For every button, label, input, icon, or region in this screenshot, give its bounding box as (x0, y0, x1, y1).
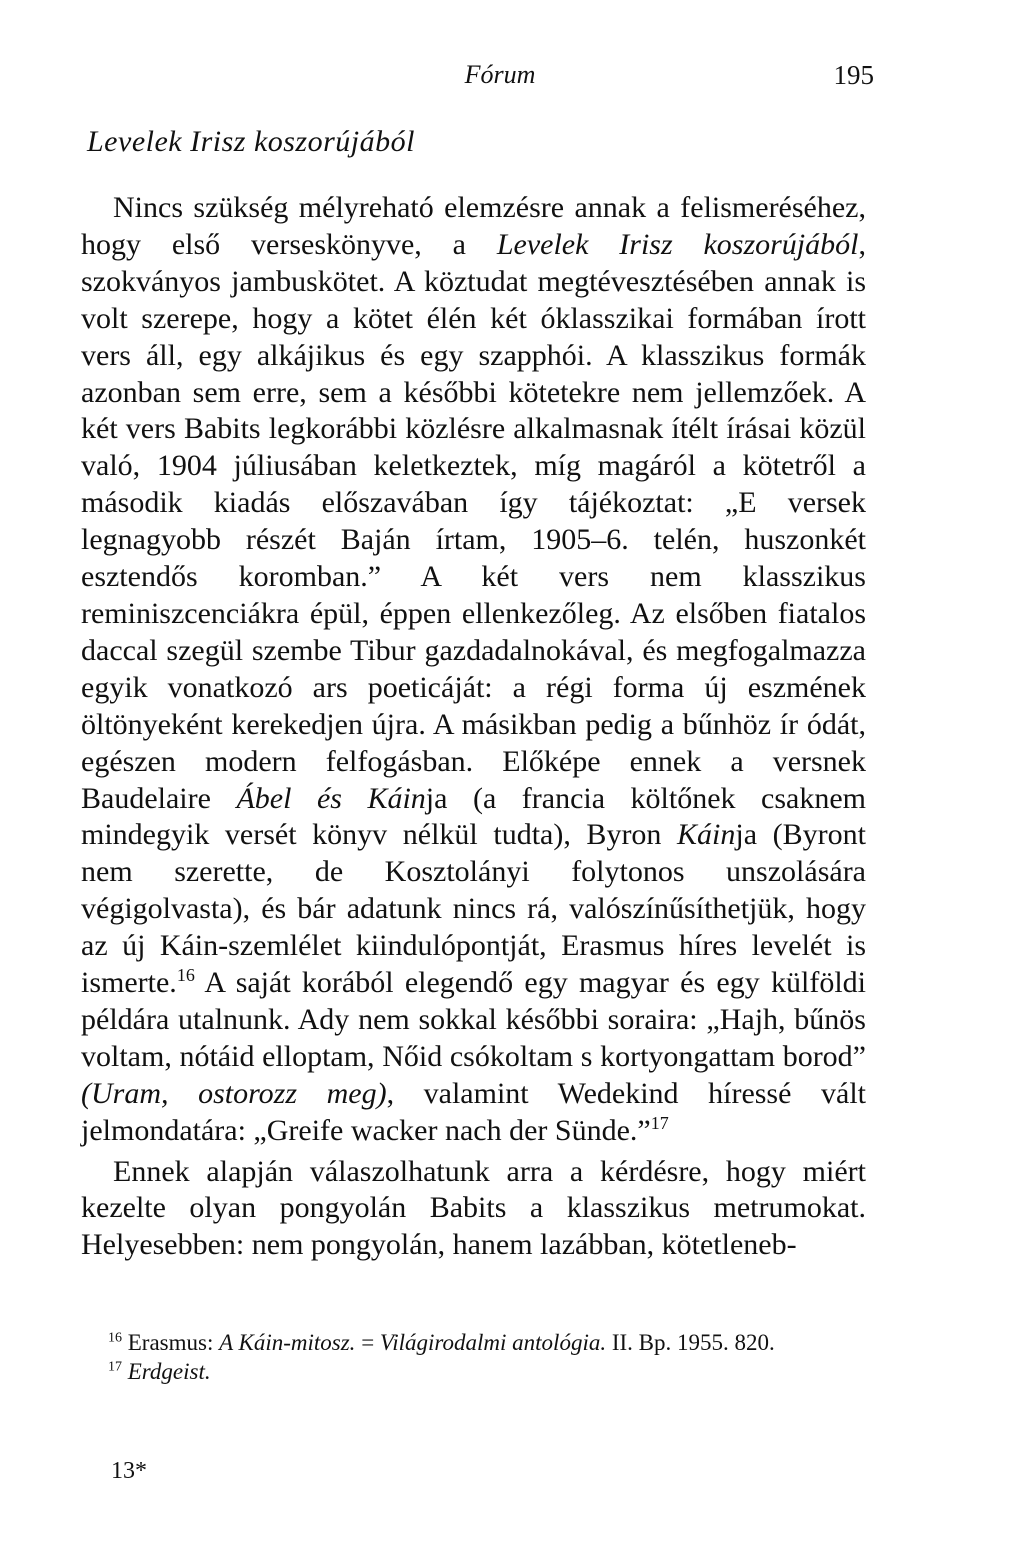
text-run: A saját korából elegendő egy magyar és egy külföldi példára utalnunk. Ady nem sokkal későbbi soraira: „Hajh, bűnös voltam, nótáid elloptam, Nőid csókoltam s kortyongattam borod” (81, 966, 866, 1073)
signature-mark: 13* (111, 1458, 147, 1484)
work-title: Káin (677, 818, 736, 852)
work-title: Ábel és Káin (236, 781, 426, 815)
page-number: 195 (833, 60, 874, 90)
footnote-number: 16 (108, 1330, 122, 1346)
running-header-title: Fórum (464, 60, 536, 89)
text-run: , valamint Wedekind híressé vált jelmondatára: „Greife wacker nach der Sünde.” (81, 1076, 866, 1147)
footnote-16 (81, 1328, 866, 1357)
text-run: ja (a francia költőnek csaknem mindegyik versét könyv nélkül tudta), Byron (81, 781, 867, 852)
section-title: Levelek Irisz koszorújából (87, 125, 415, 158)
body-text (81, 190, 866, 1264)
text-run: Nincs szükség mélyreható elemzésre annak a felismeréséhez, hogy első verseskönyve, a (81, 191, 866, 261)
paragraph-2: Ennek alapján válaszolhatunk arra a kérdésre, hogy miért kezelte olyan pongyolán Babits a klasszikus metrumokat. Helyesebben: nem pongyolán, hanem lazábban, kötetleneb- (81, 1154, 866, 1262)
text-run: ja (Byront nem szerette, de Kosztolányi folytonos unszolására végigolvasta), és bár adatunk nincs rá, valószínűsíthetjük, hogy az új Káin-szemlélet kiindulópontját, Erasmus híres levelét is ismerte. (81, 818, 866, 1000)
footnote-text: Erasmus: (122, 1330, 220, 1355)
footnote-ref-17: 17 (650, 1112, 669, 1133)
footnote-text: II. Bp. 1955. 820. (606, 1330, 775, 1355)
footnote-17 (81, 1357, 866, 1386)
footnotes (81, 1328, 866, 1386)
poem-title: (Uram, ostorozz meg) (81, 1076, 387, 1110)
book-title: Levelek Irisz koszorújából (496, 227, 859, 261)
footnote-number: 17 (108, 1359, 122, 1375)
paragraph-1 (81, 190, 866, 1150)
text-run: , szokványos jambuskötet. A köztudat megtévesztésében annak is volt szerepe, hogy a kötet élén két óklasszikai formában írott vers áll, egy alkájikus és egy szapphói. A klasszikus formák azonban sem erre, sem a későbbi kötetekre nem jellemzőek. A két vers Babits legkorábbi közlésre alkalmasnak ítélt írásai közül való, 1904 júliusában keletkeztek, míg magáról a kötetről a második kiadás előszavában így tájékoztat: „E versek legnagyobb részét Baján írtam, 1905–6. telén, huszonkét esztendős koromban.” A két vers nem klasszikus reminiszcenciákra épül, éppen ellenkezőleg. Az elsőben fiatalos daccal szegül szembe Tibur gazdadalnokával, és megfogalmazza egyik vonatkozó ars poeticáját: a régi forma új eszmének öltönyeként kerekedjen újra. A másikban pedig a bűnhöz ír ódát, egészen modern felfogásban. Előképe ennek a versnek Baudelaire (81, 227, 866, 815)
footnote-title: Világirodalmi antológia. (379, 1330, 607, 1355)
footnote-ref-16: 16 (176, 965, 195, 986)
footnote-title: A Káin-mitosz. (219, 1330, 356, 1355)
footnote-text: = (355, 1330, 380, 1355)
footnote-text: Erdgeist. (122, 1359, 211, 1384)
